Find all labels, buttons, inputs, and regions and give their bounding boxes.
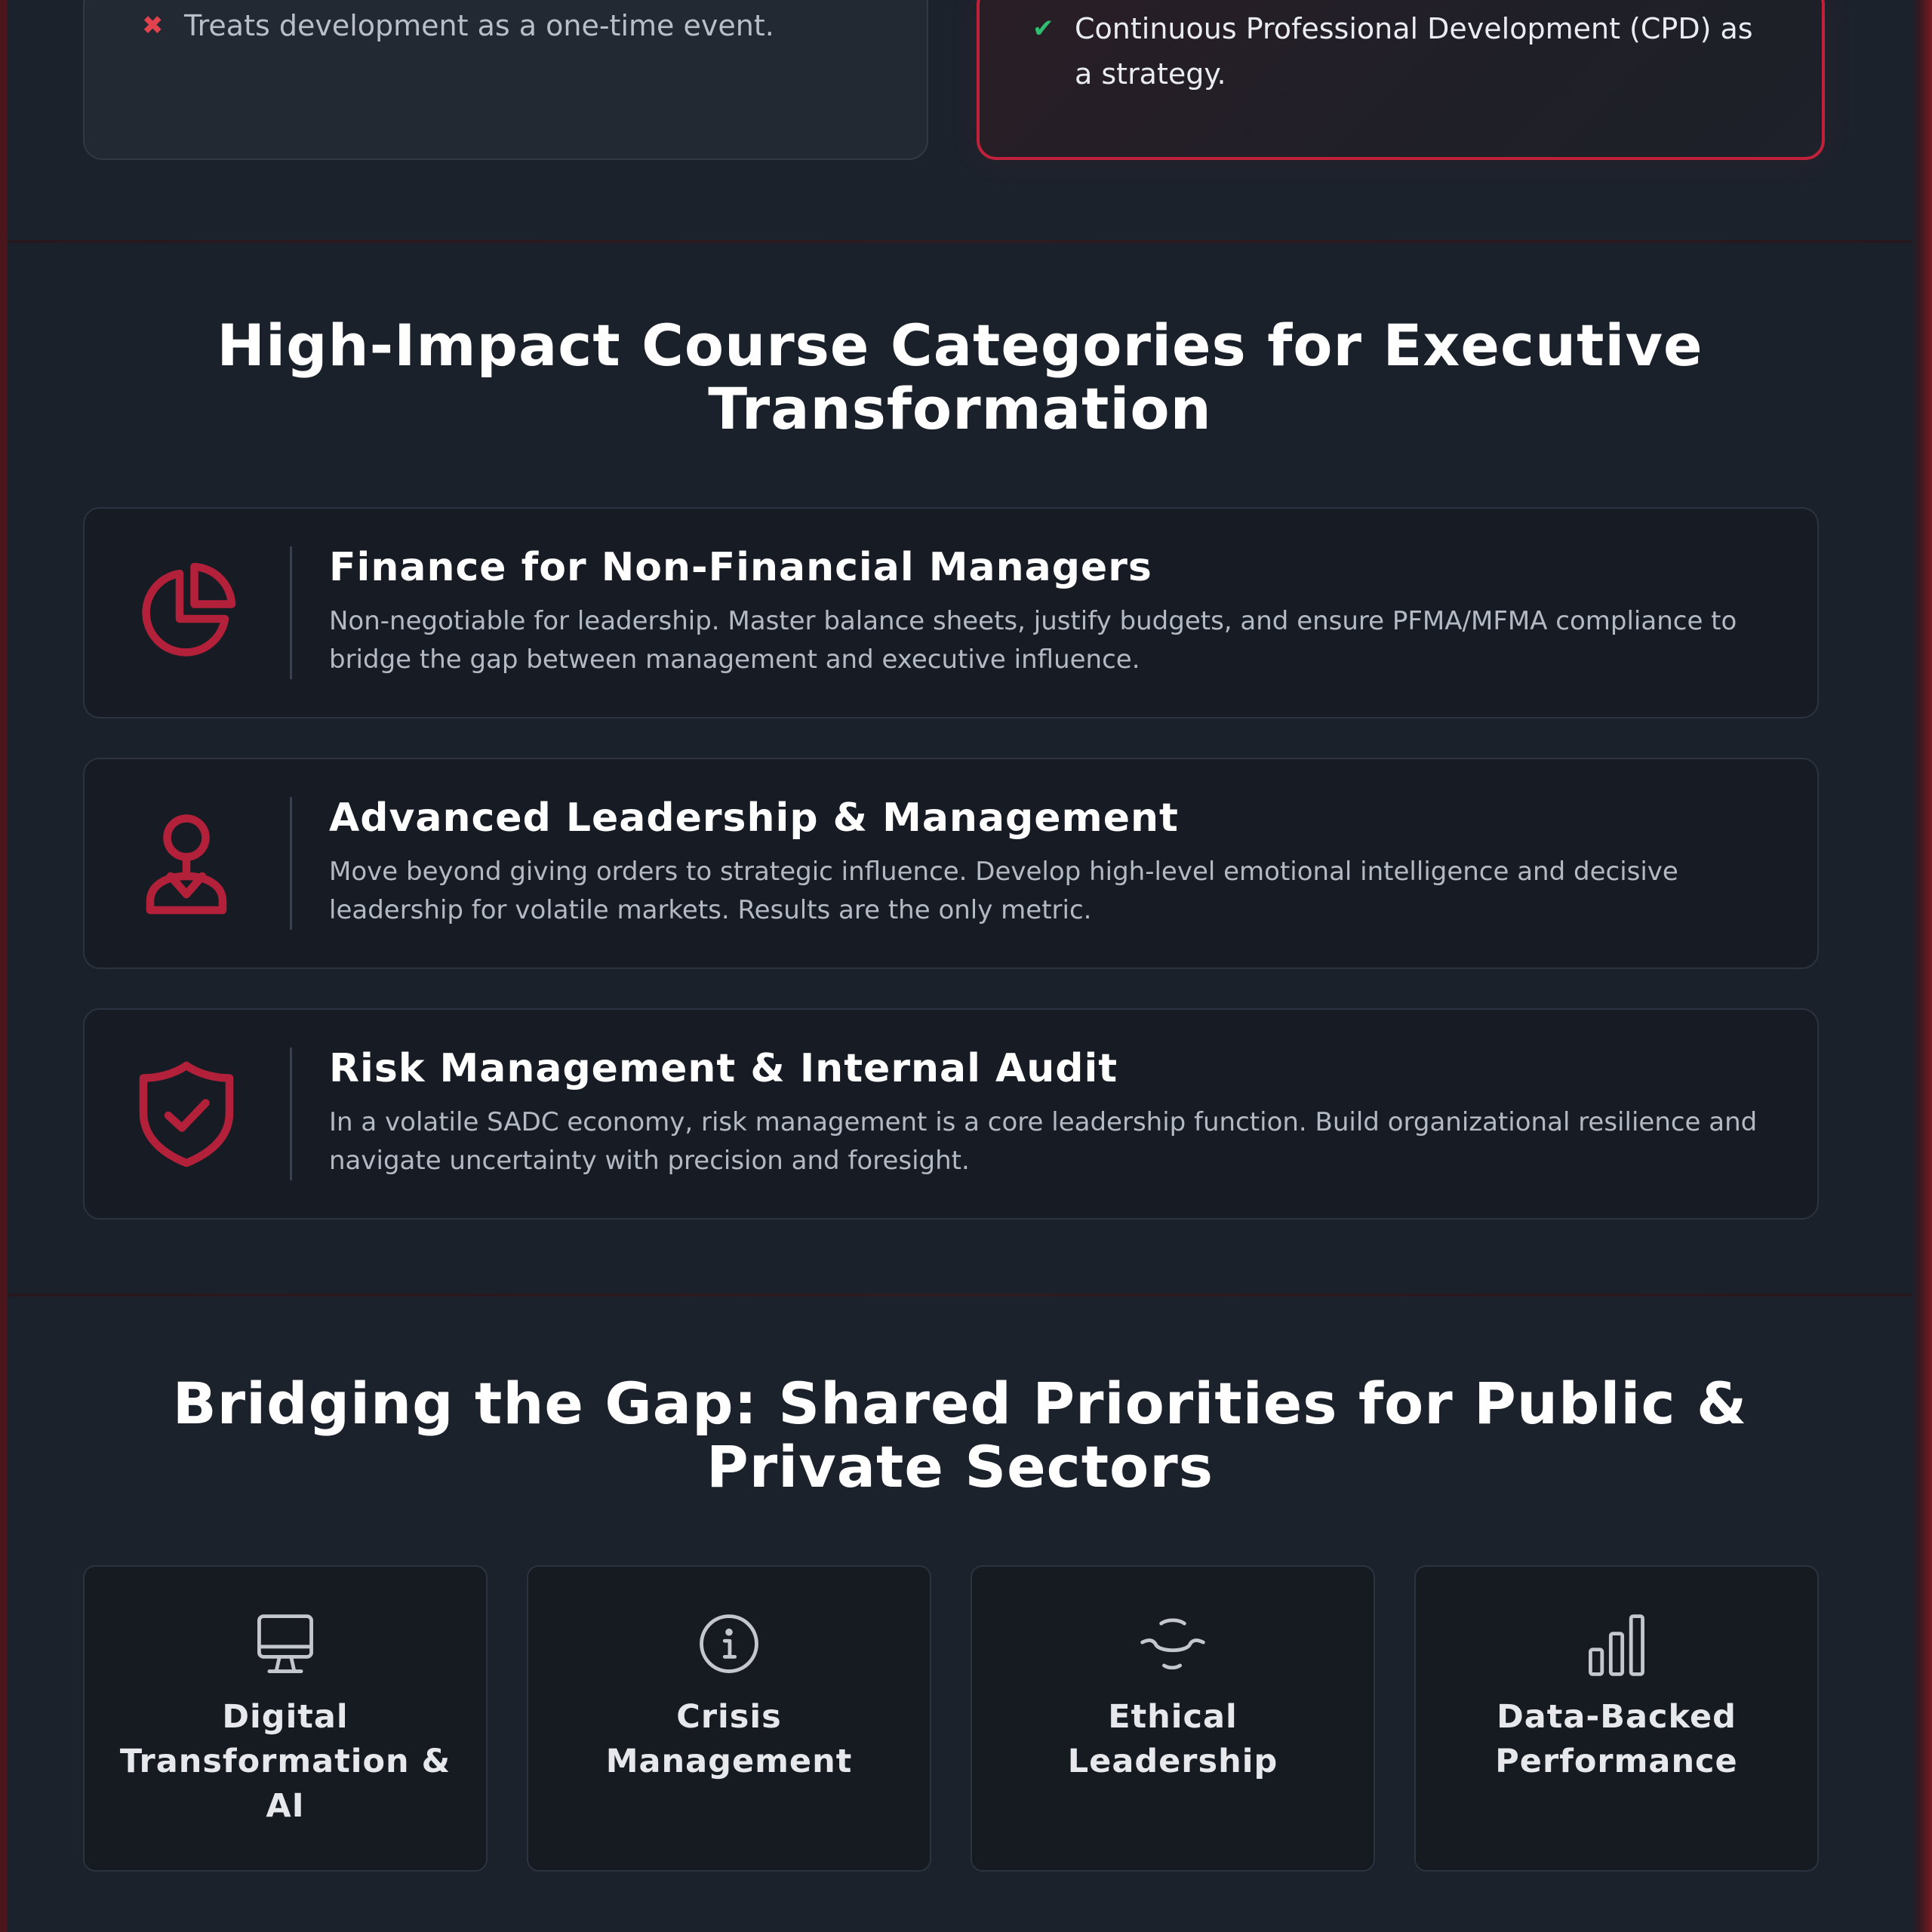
- traditional-approach-text: Treats development as a one-time event.: [184, 9, 774, 42]
- course-categories-section: [8, 243, 1912, 1294]
- right-edge-accent: [1912, 0, 1932, 1932]
- course-description: In a volatile SADC economy, risk management is a core leadership function. Build organizational resilience and navigate uncertainty with precision and foresight.: [329, 1107, 1758, 1176]
- left-edge-accent: [0, 0, 8, 1932]
- shared-priorities-title: Bridging the Gap: Shared Priorities for Public & Private Sectors: [172, 1370, 1748, 1500]
- priority-label: Digital Transformation & AI: [119, 1698, 451, 1825]
- priority-label: Crisis Management: [605, 1698, 853, 1780]
- course-title: Risk Management & Internal Audit: [329, 1046, 1118, 1091]
- course-card-risk[interactable]: [83, 1008, 1819, 1220]
- course-title: Finance for Non-Financial Managers: [329, 545, 1152, 590]
- priority-label: Ethical Leadership: [1067, 1698, 1278, 1780]
- balance-icon: [972, 1609, 1374, 1677]
- check-icon: ✔: [1032, 14, 1054, 44]
- priority-card-digital[interactable]: [83, 1565, 488, 1872]
- traditional-approach-item: [142, 3, 897, 48]
- info-circle-icon: [528, 1609, 930, 1677]
- priority-card-crisis[interactable]: [527, 1565, 931, 1872]
- bar-chart-icon: [1416, 1609, 1817, 1677]
- traditional-approach-card: [83, 0, 928, 160]
- cross-icon: ✖: [142, 11, 164, 41]
- course-card-leadership[interactable]: [83, 758, 1819, 969]
- shared-priorities-section: [8, 1297, 1912, 1932]
- course-separator: [290, 797, 292, 930]
- modern-approach-card: [977, 0, 1825, 160]
- course-separator: [290, 546, 292, 679]
- priority-card-ethical[interactable]: [971, 1565, 1375, 1872]
- course-title: Advanced Leadership & Management: [329, 795, 1179, 841]
- course-description: Move beyond giving orders to strategic influence. Develop high-level emotional intelligence and decisive leadership for volatile markets. Results are the only metric.: [329, 857, 1678, 925]
- course-categories-title: High-Impact Course Categories for Executive Transformation: [217, 312, 1703, 442]
- leader-user-icon: [130, 806, 243, 919]
- priority-card-data[interactable]: [1414, 1565, 1819, 1872]
- monitor-icon: [85, 1609, 486, 1677]
- comparison-section: [8, 0, 1912, 240]
- course-description: Non-negotiable for leadership. Master balance sheets, justify budgets, and ensure PFMA/MFMA compliance to bridge the gap between management and executive influence.: [329, 606, 1737, 675]
- pie-chart-icon: [130, 555, 243, 669]
- modern-approach-text: Continuous Professional Development (CPD) as a strategy.: [1075, 12, 1753, 91]
- course-card-finance[interactable]: [83, 507, 1819, 718]
- modern-approach-item: [1032, 6, 1772, 97]
- shield-check-icon: [130, 1057, 243, 1170]
- course-separator: [290, 1048, 292, 1180]
- priority-label: Data-Backed Performance: [1495, 1698, 1738, 1780]
